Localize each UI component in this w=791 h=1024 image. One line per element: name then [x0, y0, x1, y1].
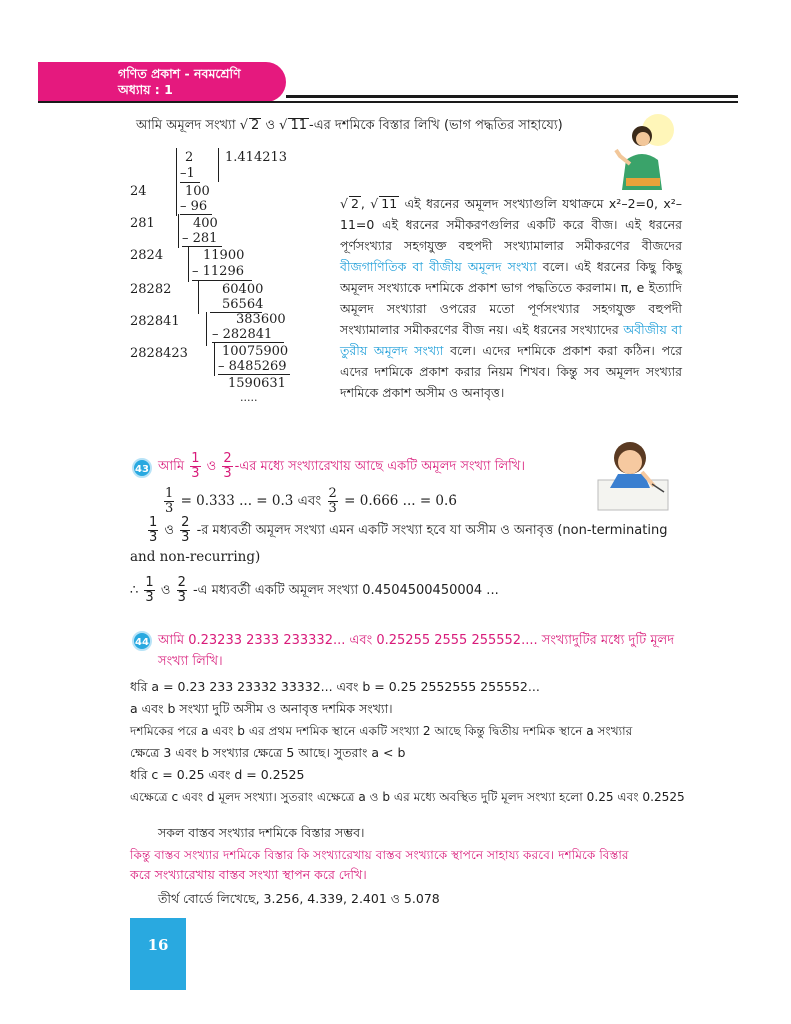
division-dividend-4: 11900: [203, 248, 245, 263]
problem-44-line-6: এক্ষেত্রে c এবং d মূলদ সংখ্যা। সুতরাং এক্ষেত্রে a ও b এর মধ্যে অবস্থিত দুটি মূলদ সংখ্যা হলো 0.25 এবং 0.2525: [130, 790, 685, 804]
division-divisor-2: 24: [130, 184, 147, 199]
closing-line-2: কিন্তু বাস্তব সংখ্যার দশমিকে বিস্তার কি সংখ্যারেখায় বাস্তব সংখ্যাকে স্থাপনে সাহায্য করবে। দশমিকে বিস্তার: [130, 848, 629, 862]
problem-44-title-1: আমি 0.23233 2333 233332... এবং 0.25255 2555 255552.... সংখ্যাদুটির মধ্যে দুটি মূলদ: [158, 633, 675, 648]
problem-43-conclusion: ∴ $\frac{1}{3}$ ও $\frac{2}{3}$ -এ মধ্যবর্তী একটি অমূলদ সংখ্যা 0.4504500450004 ...: [130, 575, 499, 605]
page-number: 16: [130, 918, 186, 990]
division-dividend-1: 2: [185, 150, 194, 165]
division-dividend-3: 400: [193, 216, 218, 231]
division-divisor-4: 2824: [130, 248, 164, 263]
division-subtract-4: – 11296: [192, 264, 244, 279]
intro-line: আমি অমূলদ সংখ্যা √ 2 ও √ 11 -এর দশমিকে বিস্তার লিখি (ভাগ পদ্ধতির সাহায্যে): [136, 118, 563, 133]
fraction-one-third: $\frac{1}{3}$: [191, 451, 200, 481]
book-title: গণিত প্রকাশ - নবমশ্রেণি: [118, 66, 241, 81]
division-subtract-6: – 282841: [212, 327, 273, 342]
chapter-label: অধ্যায় : 1: [118, 82, 173, 97]
division-subtract-3: – 281: [182, 231, 218, 246]
division-subtract-5: 56564: [222, 297, 264, 312]
header-rule-thin: [38, 101, 738, 103]
division-divisor-3: 281: [130, 216, 155, 231]
problem-43-equation: $\frac{1}{3}$ = 0.333 ... = 0.3̇ এবং $\frac{2}{3}$ = 0.666 ... = 0.6̇: [165, 486, 457, 516]
closing-line-1: সকল বাস্তব সংখ্যার দশমিকে বিস্তার সম্ভব।: [158, 825, 365, 840]
problem-44-line-5: ধরি c = 0.25 এবং d = 0.2525: [130, 767, 305, 782]
division-quotient: 1.414213: [225, 150, 288, 165]
division-dividend-2: 100: [185, 184, 210, 199]
problem-44-title-2: সংখ্যা লিখি।: [158, 654, 223, 669]
closing-line-4: তীর্থ বোর্ডে লিখেছে, 3.256, 4.339, 2.401 ও 5.078: [158, 891, 440, 906]
division-divisor-5: 28282: [130, 282, 172, 297]
problem-43-badge: 43: [132, 458, 152, 478]
side-paragraph: √ 2 , √ 11 এই ধরনের অমূলদ সংখ্যাগুলি যথাক্রমে x²–2=0, x²–11=0 এই ধরনের সমীকরণগুলির একটি করে বীজ। এই ধরনের পূর্ণসংখ্যার সহগযুক্ত বহুপদী সংখ্যামালার সমীকরণের বীজদের বীজগাণিতিক বা বীজীয় অমূলদ সংখ্যা বলে। এই ধরনের কিছু কিছু অমূলদ সংখ্যাকে দশমিকে প্রকাশ ভাগ পদ্ধতিতে করলাম। π, e ইত্যাদি অমূলদ সংখ্যারা ওপরের মতো পূর্ণসংখ্যার সহগযুক্ত বহুপদী সংখ্যামালার সমীকরণের বীজ নয়। এই ধরনের সংখ্যাদের অবীজীয় বা তুরীয় অমূলদ সংখ্যা বলে। এদের দশমিকে প্রকাশ করা কঠিন। পরে এদের দশমিকে প্রকাশ করার নিয়ম শিখব। কিন্তু সব অমূলদ সংখ্যার দশমিকে প্রকাশ অসীম ও অনাবৃত্ত।: [340, 196, 683, 400]
problem-44-line-2: a এবং b সংখ্যা দুটি অসীম ও অনাবৃত্ত দশমিক সংখ্যা।: [130, 701, 393, 716]
problem-43-line2: $\frac{1}{3}$ ও $\frac{2}{3}$ -র মধ্যবর্তী অমূলদ সংখ্যা এমন একটি সংখ্যা হবে যা অসীম ও অনাবৃত্ত (non-terminating: [149, 515, 668, 545]
problem-44-line-3: দশমিকের পরে a এবং b এর প্রথম দশমিক স্থানে একটি সংখ্যা 2 আছে কিন্তু দ্বিতীয় দশমিক স্থানে a সংখ্যার: [130, 724, 633, 738]
problem-44-line-1: ধরি a = 0.23 233 23332 33332... এবং b = 0.25 2552555 255552...: [130, 679, 540, 694]
header-rule-thick: [286, 95, 738, 98]
division-dividend-7: 10075900: [222, 344, 289, 359]
division-subtract-1: –1: [180, 166, 195, 181]
chapter-header-tab: [38, 62, 286, 102]
division-dots: .....: [240, 391, 258, 404]
division-divisor-6: 282841: [130, 314, 180, 329]
problem-43-title: আমি $\frac{1}{3}$ ও $\frac{2}{3}$ -এর মধ্যে সংখ্যারেখায় আছে একটি অমূলদ সংখ্যা লিখি।: [158, 451, 526, 481]
problem-44-badge: 44: [132, 631, 152, 651]
division-dividend-6: 383600: [236, 312, 286, 327]
division-divisor-7: 2828423: [130, 346, 188, 361]
problem-43-line2-cont: and non-recurring): [130, 549, 261, 565]
division-subtract-7: – 8485269: [218, 359, 287, 374]
division-subtract-2: – 96: [180, 199, 208, 214]
division-dividend-5: 60400: [222, 282, 264, 297]
student-illustration: [590, 432, 680, 512]
transcendental-irrational-term: অবীজীয় বা তুরীয় অমূলদ সংখ্যা: [340, 322, 683, 358]
division-remainder: 1590631: [228, 376, 286, 391]
fraction-two-thirds: $\frac{2}{3}$: [223, 451, 232, 481]
teacher-illustration: [606, 112, 678, 192]
problem-44-line-4: ক্ষেত্রে 3 এবং b সংখ্যার ক্ষেত্রে 5 আছে। সুতরাং a < b: [130, 745, 406, 760]
algebraic-irrational-term: বীজগাণিতিক বা বীজীয় অমূলদ সংখ্যা: [340, 259, 537, 274]
closing-line-3: করে সংখ্যারেখায় বাস্তব সংখ্যা স্থাপন করে দেখি।: [130, 867, 367, 882]
